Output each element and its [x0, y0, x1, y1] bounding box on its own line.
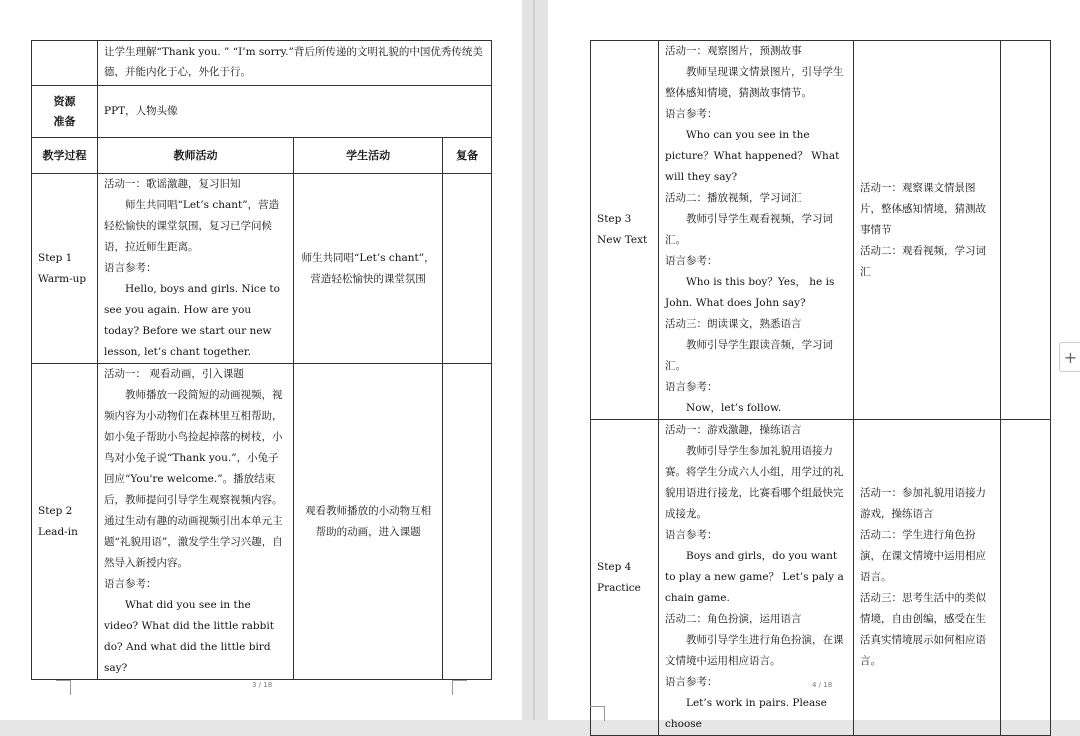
student-activity-cell: 观看教师播放的小动物互相帮助的动画，进入课题	[293, 364, 442, 680]
language-reference-text: What did you see in the video? What did the little rabbit do? And what did the little bird say?	[104, 599, 274, 674]
activity-description: 教师播放一段简短的动画视频，视频内容为小动物们在森林里互相帮助，如小兔子帮助小鸟捡起掉落的树枝，小鸟对小兔子说“Thank you.”，小兔子回应“You're welcome.”。播放结束后，教师提问引导学生观察视频内容。通过生动有趣的动画视频引出本单元主题“礼貌用语”，激发学生学习兴趣，自然导入新授内容。	[104, 389, 283, 569]
activity-description: 教师呈现课文情景图片，引导学生整体感知情境，猜测故事情节。	[665, 66, 844, 99]
activity-title: 活动一：观察图片，预测故事	[665, 45, 802, 57]
objective-row	[32, 41, 492, 86]
scrollbar-divider	[533, 0, 535, 720]
language-reference-label: 语言参考：	[104, 578, 157, 590]
header-notes: 复备	[443, 138, 492, 174]
student-activity-item: 活动三：思考生活中的类似情境，自由创编，感受在生活真实情境展示如何相应语言。	[860, 592, 986, 667]
page-corner-mark	[590, 706, 605, 721]
document-page-4	[548, 0, 1080, 730]
notes-cell	[1001, 41, 1051, 420]
teacher-activity-cell	[98, 364, 294, 680]
step-label: Step 3 New Text	[591, 41, 659, 420]
language-reference-text: Boys and girls，do you want to play a new game？ Let’s paly a chain game.	[665, 550, 844, 604]
page-number: 3 / 18	[252, 681, 273, 689]
student-activity-cell	[854, 420, 1001, 736]
document-page-3	[0, 0, 522, 720]
add-page-button[interactable]	[1059, 342, 1080, 372]
notes-cell	[1001, 420, 1051, 736]
language-reference-text: Now，let’s follow.	[686, 402, 782, 414]
notes-cell	[443, 364, 492, 680]
student-activity-item: 活动二：学生进行角色扮演，在课文情境中运用相应语言。	[860, 529, 986, 583]
page-corner-mark	[452, 680, 467, 695]
step-row-new-text	[591, 41, 1051, 420]
language-reference-label: 语言参考：	[665, 108, 718, 120]
notes-cell	[443, 174, 492, 364]
teacher-activity-cell	[659, 41, 854, 420]
language-reference-label: 语言参考：	[104, 262, 157, 274]
student-activity-item: 活动一：参加礼貌用语接力游戏，操练语言	[860, 487, 986, 520]
step-label: Step 2 Lead-in	[32, 364, 98, 680]
language-reference-text: Who is this boy？Yes， he is John. What does John say?	[665, 276, 835, 309]
activity-title: 活动一： 观看动画，引入课题	[104, 368, 244, 380]
activity-description: 教师引导学生参加礼貌用语接力赛。将学生分成六人小组，用学过的礼貌用语进行接龙，比赛看哪个组最快完成接龙。	[665, 445, 844, 520]
student-activity-cell	[854, 41, 1001, 420]
activity-title: 活动一：游戏激趣，操练语言	[665, 424, 802, 436]
resource-label: 资源 准备	[32, 86, 98, 138]
activity-description: 教师引导学生跟读音频，学习词汇。	[665, 339, 833, 372]
activity-title: 活动三：朗读课文，熟悉语言	[665, 318, 802, 330]
header-process: 教学过程	[32, 138, 98, 174]
teacher-activity-cell	[98, 174, 294, 364]
plus-icon: +	[1063, 347, 1078, 367]
language-reference-label: 语言参考：	[665, 676, 718, 688]
table-header-row	[32, 138, 492, 174]
page-gutter	[522, 0, 548, 720]
activity-description: 教师引导学生进行角色扮演，在课文情境中运用相应语言。	[665, 634, 844, 667]
language-reference-text: Let’s work in pairs. Please choose	[665, 697, 827, 730]
activity-title: 活动二：角色扮演，运用语言	[665, 613, 802, 625]
activity-title: 活动二：播放视频，学习词汇	[665, 192, 802, 204]
header-student: 学生活动	[293, 138, 442, 174]
activity-title: 活动一：歌谣激趣，复习旧知	[104, 178, 241, 190]
student-activity-item: 活动一：观察课文情景图片，整体感知情境，猜测故事情节	[860, 181, 986, 236]
language-reference-label: 语言参考：	[665, 529, 718, 541]
language-reference-label: 语言参考：	[665, 255, 718, 267]
step-row-warmup	[32, 174, 492, 364]
resource-row	[32, 86, 492, 138]
header-teacher: 教师活动	[98, 138, 294, 174]
page-corner-mark	[56, 680, 71, 695]
lesson-plan-table	[590, 40, 1051, 736]
step-label: Step 4 Practice	[591, 420, 659, 736]
student-activity-item: 活动二：观看视频，学习词汇	[860, 244, 986, 278]
lesson-plan-table	[31, 40, 492, 680]
objective-text: 让学生理解“Thank you. ” “I’m sorry.”背后所传递的文明礼貌的中国优秀传统美德，并能内化于心，外化于行。	[104, 46, 483, 78]
activity-description: 教师引导学生观看视频，学习词汇。	[665, 213, 833, 246]
language-reference-text: Hello, boys and girls. Nice to see you again. How are you today? Before we start our new lesson, let’s chant together.	[104, 283, 280, 358]
resource-value: PPT，人物头像	[98, 86, 492, 138]
activity-description: 师生共同唱“Let’s chant”，营造轻松愉快的课堂氛围，复习已学问候语，拉近师生距离。	[104, 199, 280, 253]
page-number: 4 / 18	[812, 681, 833, 689]
language-reference-label: 语言参考：	[665, 381, 718, 393]
language-reference-text: Who can you see in the picture？What happened？ What will they say?	[665, 129, 840, 183]
student-activity-cell: 师生共同唱“Let’s chant”，营造轻松愉快的课堂氛围	[293, 174, 442, 364]
step-row-leadin	[32, 364, 492, 680]
step-label: Step 1 Warm-up	[32, 174, 98, 364]
